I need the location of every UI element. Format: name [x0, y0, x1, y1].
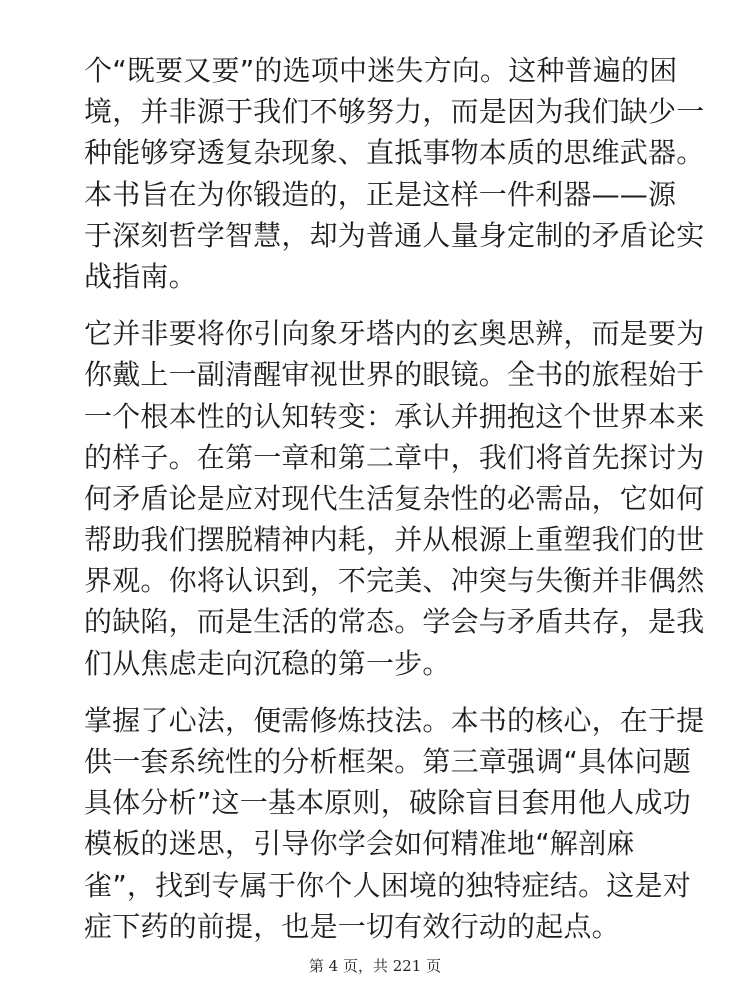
text-line: 战指南。	[84, 259, 197, 293]
text-line: 症下药的前提，也是一切有效行动的起点。	[84, 909, 620, 943]
text-line: 种能够穿透复杂现象、直抵事物本质的思维武器。	[84, 136, 705, 170]
text-line: 具体分析”这一基本原则，破除盲目套用他人成功	[84, 786, 691, 820]
paragraph-2	[84, 313, 705, 684]
text-line: 掌握了心法，便需修炼技法。本书的核心，在于提	[84, 703, 705, 737]
text-line: 模板的迷思，引导你学会如何精准地“解剖麻	[84, 827, 635, 861]
paragraph-1	[84, 50, 705, 297]
text-line: 境，并非源于我们不够努力，而是因为我们缺少一	[84, 95, 705, 129]
body-text	[84, 50, 705, 963]
text-line: 帮助我们摆脱精神内耗，并从根源上重塑我们的世	[84, 523, 705, 557]
text-line: 一个根本性的认知转变：承认并拥抱这个世界本来	[84, 399, 705, 433]
text-line: 雀”，找到专属于你个人困境的独特症结。这是对	[84, 868, 691, 902]
text-line: 它并非要将你引向象牙塔内的玄奥思辨，而是要为	[84, 317, 705, 351]
text-line: 个“既要又要”的选项中迷失方向。这种普遍的困	[84, 54, 678, 87]
page-number-footer: 第 4 页，共 221 页	[308, 957, 442, 975]
text-line: 你戴上一副清醒审视世界的眼镜。全书的旅程始于	[84, 358, 705, 392]
text-line: 界观。你将认识到，不完美、冲突与失衡并非偶然	[84, 564, 705, 598]
text-line: 本书旨在为你锻造的，正是这样一件利器——源	[84, 177, 677, 211]
text-line: 供一套系统性的分析框架。第三章强调“具体问题	[84, 745, 691, 778]
text-line: 们从焦虑走向沉稳的第一步。	[84, 646, 451, 680]
text-line: 的样子。在第一章和第二章中，我们将首先探讨为	[84, 440, 705, 474]
text-line: 的缺陷，而是生活的常态。学会与矛盾共存，是我	[84, 605, 705, 639]
text-line: 何矛盾论是应对现代生活复杂性的必需品，它如何	[84, 481, 705, 515]
paragraph-3	[84, 700, 705, 947]
text-line: 于深刻哲学智慧，却为普通人量身定制的矛盾论实	[84, 218, 705, 252]
